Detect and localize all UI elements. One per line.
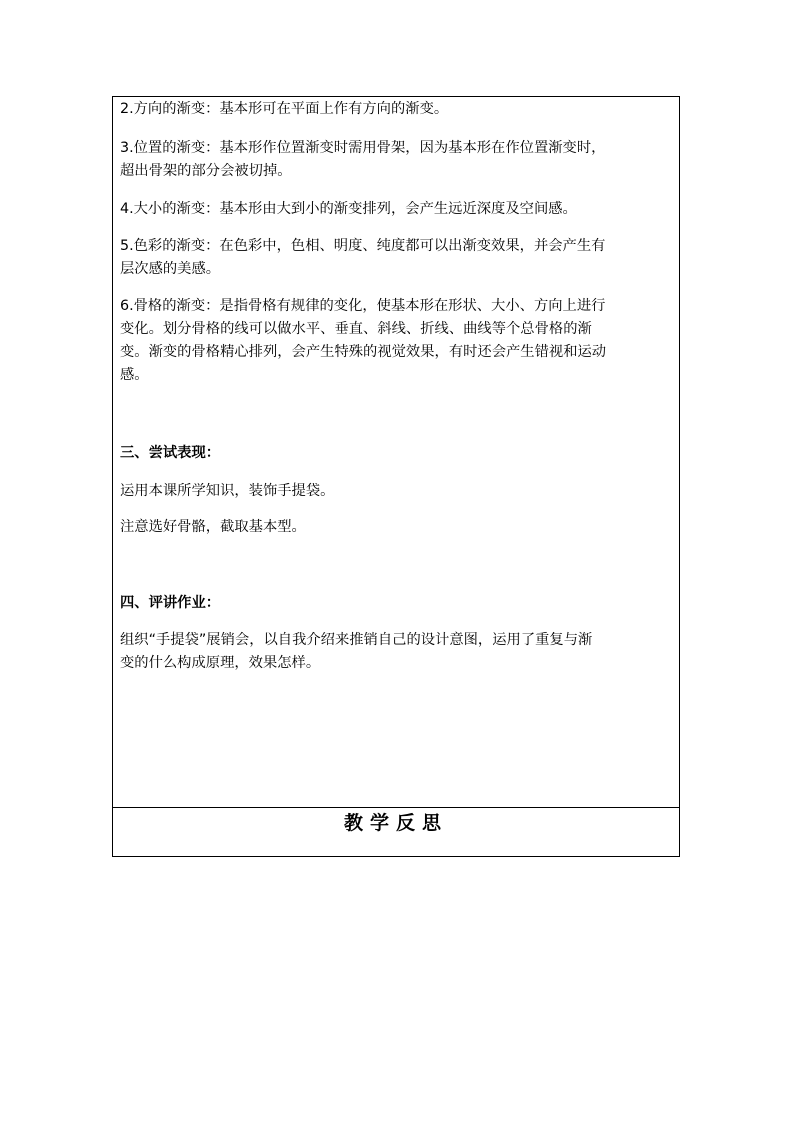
section-try-line-1: 运用本课所学知识，装饰手提袋。 bbox=[120, 483, 335, 499]
section-try-line-2: 注意选好骨骼，截取基本型。 bbox=[120, 519, 306, 535]
paragraph-direction-gradient bbox=[120, 98, 667, 121]
text-line: 3.位置的渐变：基本形作位置渐变时需用骨架，因为基本形在作位置渐变时， bbox=[120, 140, 606, 156]
paragraph-size-gradient bbox=[120, 198, 667, 221]
text-line: 6.骨格的渐变：是指骨格有规律的变化，使基本形在形状、大小、方向上进行 bbox=[120, 298, 606, 314]
text-line: 变的什么构成原理，效果怎样。 bbox=[120, 655, 321, 671]
section-heading-try: 三、尝试表现： bbox=[120, 445, 221, 461]
paragraph-skeleton-gradient bbox=[120, 295, 667, 387]
text-line: 变。渐变的骨格精心排列，会产生特殊的视觉效果，有时还会产生错视和运动 bbox=[120, 344, 607, 360]
text-line: 层次感的美感。 bbox=[120, 261, 221, 277]
text-line: 4.大小的渐变：基本形由大到小的渐变排列，会产生远近深度及空间感。 bbox=[120, 201, 577, 217]
content-cell bbox=[113, 97, 679, 808]
text-line: 组织“手提袋”展销会，以自我介绍来推销自己的设计意图，运用了重复与渐 bbox=[120, 632, 593, 648]
paragraph-color-gradient bbox=[120, 235, 667, 281]
text-line: 超出骨架的部分会被切掉。 bbox=[120, 163, 292, 179]
reflection-title: 教学反思 bbox=[343, 812, 448, 834]
paragraph-position-gradient bbox=[120, 137, 667, 183]
section-review-paragraph bbox=[120, 629, 667, 675]
text-line: 变化。划分骨格的线可以做水平、垂直、斜线、折线、曲线等个总骨格的渐 bbox=[120, 321, 592, 337]
text-line: 5.色彩的渐变：在色彩中，色相、明度、纯度都可以出渐变效果，并会产生有 bbox=[120, 238, 606, 254]
text-line: 感。 bbox=[120, 367, 149, 383]
reflection-cell bbox=[113, 808, 679, 856]
lesson-table bbox=[112, 96, 680, 857]
text-line: 2.方向的渐变：基本形可在平面上作有方向的渐变。 bbox=[120, 101, 449, 117]
section-heading-review: 四、评讲作业： bbox=[120, 595, 221, 611]
